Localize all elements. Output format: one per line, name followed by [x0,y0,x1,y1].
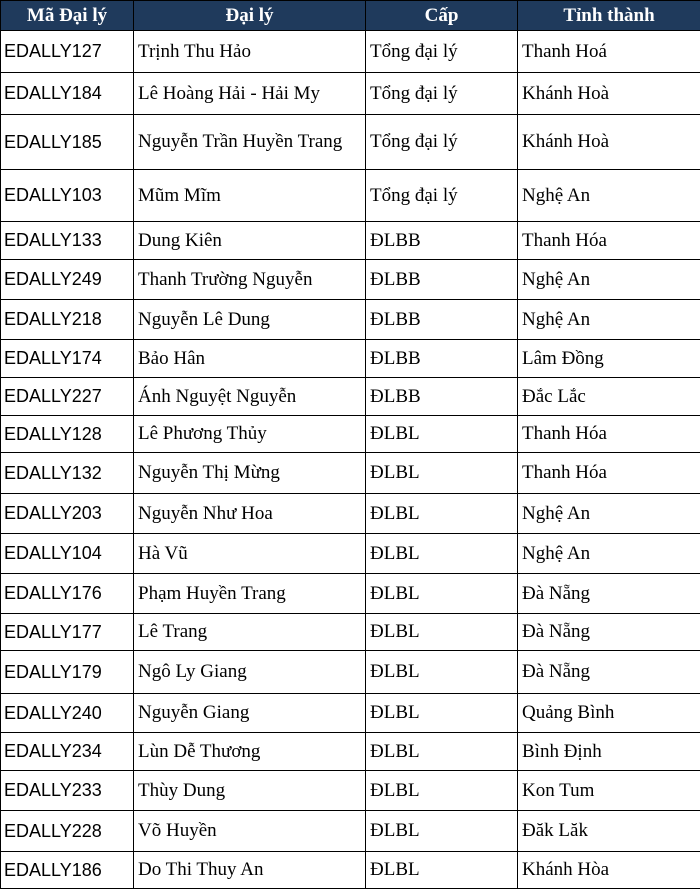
level-cell: ĐLBL [366,771,518,811]
table-row [1,115,700,170]
agency-name-cell: Bảo Hân [134,340,366,378]
province-cell: Khánh Hòa [518,852,700,889]
agency-name-cell: Lê Trang [134,614,366,651]
table-row [1,378,700,416]
table-row [1,170,700,222]
agency-code-cell: EDALLY103 [1,170,134,222]
table-row [1,453,700,494]
header-agency-code: Mã Đại lý [1,1,134,31]
level-cell: ĐLBB [366,260,518,300]
agency-code-cell: EDALLY174 [1,340,134,378]
table-row [1,694,700,733]
level-cell: Tổng đại lý [366,31,518,73]
agency-code-cell: EDALLY128 [1,416,134,453]
province-cell: Nghệ An [518,300,700,340]
agency-name-cell: Nguyễn Như Hoa [134,494,366,534]
level-cell: ĐLBB [366,300,518,340]
agency-name-cell: Mũm Mĩm [134,170,366,222]
agency-code-cell: EDALLY186 [1,852,134,889]
agency-name-cell: Ánh Nguyệt Nguyễn [134,378,366,416]
table-row [1,222,700,260]
province-cell: Bình Định [518,733,700,771]
agency-code-cell: EDALLY104 [1,534,134,574]
header-agency-name: Đại lý [134,1,366,31]
agency-code-cell: EDALLY218 [1,300,134,340]
province-cell: Nghệ An [518,534,700,574]
agency-code-cell: EDALLY184 [1,73,134,115]
table-header [1,1,700,31]
agency-name-cell: Trịnh Thu Hảo [134,31,366,73]
agency-code-cell: EDALLY228 [1,811,134,852]
province-cell: Thanh Hoá [518,31,700,73]
level-cell: Tổng đại lý [366,115,518,170]
agency-name-cell: Lê Hoàng Hải - Hải My [134,73,366,115]
table-body [1,31,700,889]
province-cell: Đăk Lăk [518,811,700,852]
province-cell: Đà Nẵng [518,614,700,651]
level-cell: ĐLBL [366,416,518,453]
agency-name-cell: Thanh Trường Nguyễn [134,260,366,300]
level-cell: ĐLBL [366,534,518,574]
agency-name-cell: Nguyễn Lê Dung [134,300,366,340]
agency-name-cell: Dung Kiên [134,222,366,260]
level-cell: ĐLBL [366,651,518,694]
level-cell: ĐLBB [366,378,518,416]
agency-code-cell: EDALLY240 [1,694,134,733]
table-row [1,651,700,694]
province-cell: Khánh Hoà [518,73,700,115]
table-row [1,574,700,614]
agency-code-cell: EDALLY179 [1,651,134,694]
province-cell: Kon Tum [518,771,700,811]
province-cell: Khánh Hoà [518,115,700,170]
header-province: Tỉnh thành [518,1,700,31]
level-cell: ĐLBL [366,852,518,889]
level-cell: ĐLBL [366,574,518,614]
agency-code-cell: EDALLY133 [1,222,134,260]
level-cell: ĐLBL [366,694,518,733]
table-row [1,534,700,574]
header-row [1,1,700,31]
table-row [1,614,700,651]
agency-name-cell: Nguyễn Trần Huyền Trang [134,115,366,170]
level-cell: ĐLBL [366,494,518,534]
agency-name-cell: Ngô Ly Giang [134,651,366,694]
level-cell: Tổng đại lý [366,170,518,222]
level-cell: ĐLBB [366,340,518,378]
agency-name-cell: Nguyễn Giang [134,694,366,733]
agency-name-cell: Võ Huyền [134,811,366,852]
agency-name-cell: Thùy Dung [134,771,366,811]
province-cell: Đắc Lắc [518,378,700,416]
level-cell: Tổng đại lý [366,73,518,115]
table-row [1,771,700,811]
agency-code-cell: EDALLY132 [1,453,134,494]
table-row [1,416,700,453]
table-row [1,300,700,340]
agency-code-cell: EDALLY177 [1,614,134,651]
province-cell: Thanh Hóa [518,222,700,260]
agency-code-cell: EDALLY233 [1,771,134,811]
province-cell: Nghệ An [518,260,700,300]
province-cell: Quảng Bình [518,694,700,733]
province-cell: Nghệ An [518,494,700,534]
table-row [1,260,700,300]
header-level: Cấp [366,1,518,31]
agency-name-cell: Hà Vũ [134,534,366,574]
agency-name-cell: Lê Phương Thủy [134,416,366,453]
agency-name-cell: Nguyễn Thị Mừng [134,453,366,494]
agency-code-cell: EDALLY176 [1,574,134,614]
table-row [1,340,700,378]
agency-code-cell: EDALLY227 [1,378,134,416]
agency-name-cell: Lùn Dễ Thương [134,733,366,771]
table-row [1,31,700,73]
province-cell: Lâm Đồng [518,340,700,378]
level-cell: ĐLBB [366,222,518,260]
agency-code-cell: EDALLY185 [1,115,134,170]
level-cell: ĐLBL [366,733,518,771]
province-cell: Đà Nẵng [518,574,700,614]
agency-code-cell: EDALLY127 [1,31,134,73]
table-row [1,494,700,534]
province-cell: Nghệ An [518,170,700,222]
agency-code-cell: EDALLY234 [1,733,134,771]
table-row [1,852,700,889]
province-cell: Thanh Hóa [518,453,700,494]
table-row [1,811,700,852]
level-cell: ĐLBL [366,811,518,852]
table-row [1,73,700,115]
agency-code-cell: EDALLY249 [1,260,134,300]
table-row [1,733,700,771]
agency-name-cell: Do Thi Thuy An [134,852,366,889]
level-cell: ĐLBL [366,453,518,494]
level-cell: ĐLBL [366,614,518,651]
province-cell: Thanh Hóa [518,416,700,453]
agency-code-cell: EDALLY203 [1,494,134,534]
province-cell: Đà Nẵng [518,651,700,694]
agency-name-cell: Phạm Huyền Trang [134,574,366,614]
